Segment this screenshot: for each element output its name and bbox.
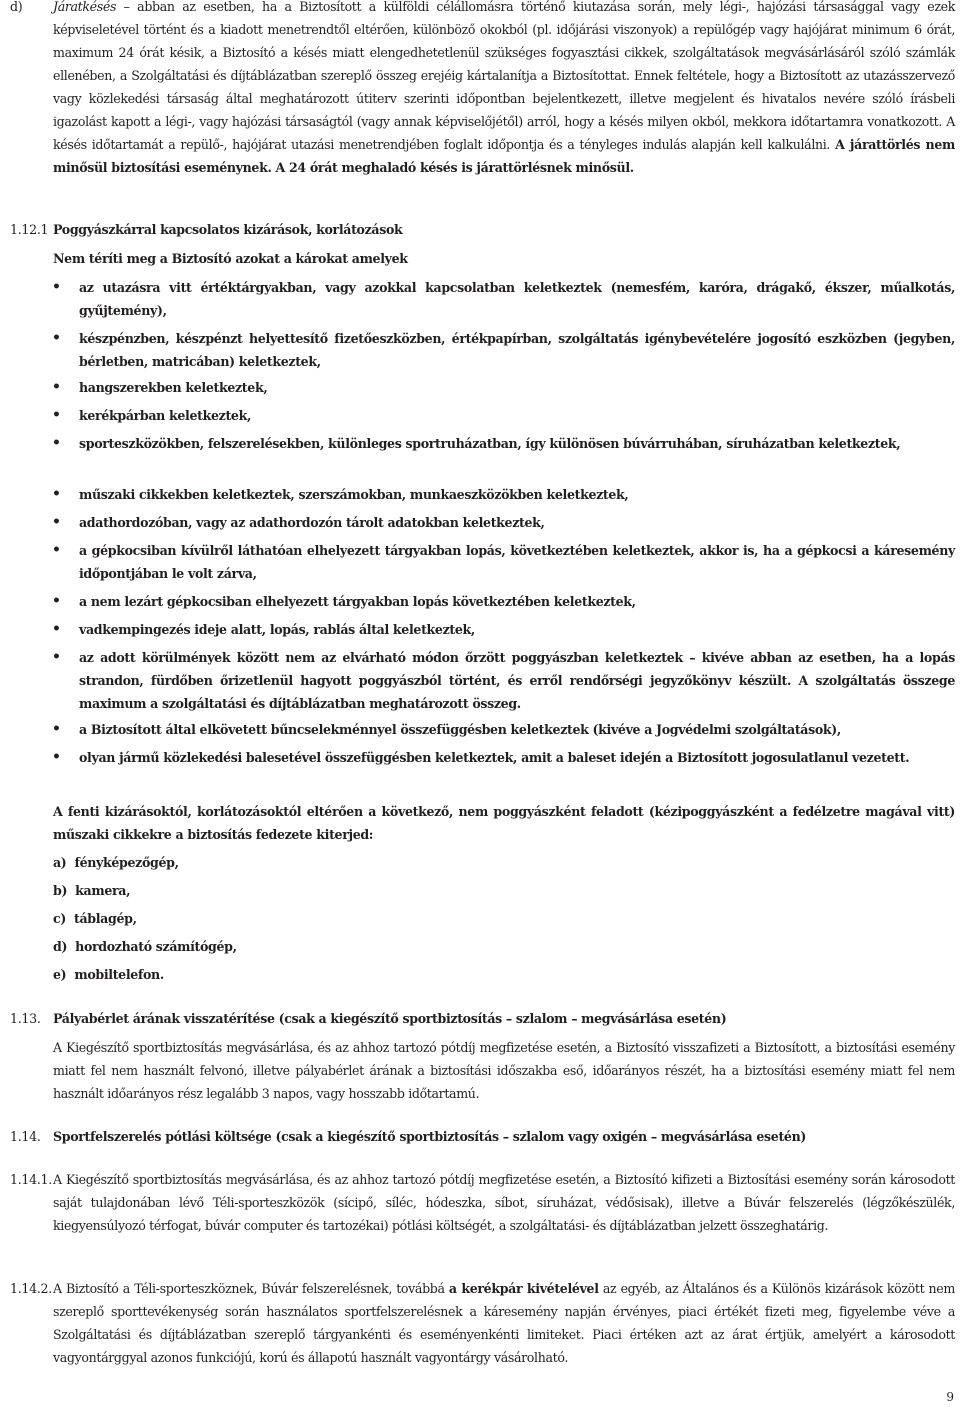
exclusion-item: az adott körülmények között nem az elvárható módon őrzött poggyászban keletkeztek – kivéve abban az esetben, ha a lopás strandon, fürdőben őrizetlenül hagyott poggyászból történt, és erről rendőrségi jegyzőkönyv készült. A szolgáltatás összege maximum a szolgáltatási és díjtáblázatban meghatározott összeg. <box>79 650 955 711</box>
section-text-1-13: A Kiegészítő sportbiztosítás megvásárlása, és az ahhoz tartozó pótdíj megfizetése esetén, a Biztosító visszafizeti a Biztosított, a biztosítási esemény miatt fel nem használt felvonó, illetve pályabérlet árának a biztosítási időszakba eső, időarányos részét, ha a biztosítási esemény miatt fel nem használt időarányos rész legalább 3 napos, vagy hosszabb időtartamú. <box>53 1040 955 1101</box>
covered-item: b) kamera, <box>53 883 131 898</box>
exclusion-item: műszaki cikkekben keletkeztek, szerszámokban, munkaeszközökben keletkeztek, <box>79 487 629 502</box>
exclusion-item: a gépkocsiban kívülről láthatóan elhelyezett tárgyakban lopás, következtében keletkeztek, akkor is, ha a gépkocsi a káresemény időpontjában le volt zárva, <box>79 543 955 581</box>
bullet-icon: • <box>52 593 61 609</box>
exclusions-intro: Nem téríti meg a Biztosító azokat a károkat amelyek <box>53 251 408 266</box>
exceptions-text: A fenti kizárásoktól, korlátozásoktól eltérően a következő, nem poggyászként feladott (kézipoggyászként a fedélzetre magával vitt) műszaki cikkekre a biztosítás fedezete kiterjed: <box>53 804 955 842</box>
bullet-icon: • <box>52 435 61 451</box>
section-text-1-14-2: A Biztosító a Téli-sporteszköznek, Búvár felszerelésnek, továbbá a kerékpár kivételével az egyéb, az Általános és a Különös kizárások között nem szereplő sporttevékenység során használatos sportfelszerelésnek a káresemény napján érvényes, piaci értékét fizeti meg, figyelembe véve a Szolgáltatási és díjtáblázatban szereplő tárgyankénti és eseményenkénti limiteket. Piaci értéken azt az árat értjük, amelyért a károsodott vagyontárggyal azonos funkciójú, korú és állapotú használt vagyontárgy vásárolható. <box>53 1281 955 1365</box>
exclusion-item: sporteszközökben, felszerelésekben, különleges sportruházatban, így különösen búvárruhában, síruházatban keletkeztek, <box>79 436 901 451</box>
section-number-1-14-2: 1.14.2. <box>10 1281 52 1296</box>
exclusion-item: a Biztosított által elkövetett bűncselekménnyel összefüggésben keletkeztek (kivéve a Jogvédelmi szolgáltatások), <box>79 722 841 737</box>
section-number-1-14: 1.14. <box>10 1129 41 1144</box>
page-number: 9 <box>946 1390 954 1404</box>
bicycle-exception-bold: a kerékpár kivételével <box>448 1281 599 1296</box>
item-label-d: d) <box>10 0 23 14</box>
section-number-1-13: 1.13. <box>10 1011 41 1026</box>
paragraph-d-delay <box>53 0 955 179</box>
bullet-icon: • <box>52 514 61 530</box>
bullet-icon: • <box>52 486 61 502</box>
bullet-icon: • <box>52 279 61 295</box>
bullet-icon: • <box>52 749 61 765</box>
bullet-icon: • <box>52 721 61 737</box>
section-text-1-14-1: A Kiegészítő sportbiztosítás megvásárlása, és az ahhoz tartozó pótdíj megfizetése esetén, a Biztosító kifizeti a Biztosítási esemény során károsodott saját tulajdonában lévő Téli-sporteszközök (sícipő, síléc, hódeszka, síbot, síruházat, védősisak), illetve a Búvár felszerelés (légzőkészülék, kiegyensúlyozó térfogat, búvár computer és tartozékai) pótlási költségét, a szolgáltatási- és díjtáblázatban jelzett összeghatárig. <box>53 1172 955 1233</box>
exclusion-item: adathordozóban, vagy az adathordozón tárolt adatokban keletkeztek, <box>79 515 545 530</box>
section-number-1-12-1: 1.12.1 <box>10 222 49 237</box>
section-number-1-14-1: 1.14.1. <box>10 1172 52 1187</box>
exclusion-item: az utazásra vitt értéktárgyakban, vagy azokkal kapcsolatban keletkeztek (nemesfém, karóra, drágakő, ékszer, műalkotás, gyűjtemény), <box>79 280 955 318</box>
bullet-icon: • <box>52 542 61 558</box>
exclusion-item: készpénzben, készpénzt helyettesítő fizetőeszközben, értékpapírban, szolgáltatás igénybevételére jogosító eszközben (jegyben, bérletben, matricában) keletkeztek, <box>79 331 955 369</box>
covered-item: d) hordozható számítógép, <box>53 939 237 954</box>
paragraph-d-bold-tail: A járattörlés nem minősül biztosítási eseménynek. A 24 órát meghaladó késés is járattörlésnek minősül. <box>53 137 955 175</box>
exclusion-item: olyan jármű közlekedési balesetével összefüggésben keletkeztek, amit a baleset idején a Biztosított jogosulatlanul vezetett. <box>79 750 910 765</box>
bullet-icon: • <box>52 407 61 423</box>
covered-item: a) fényképezőgép, <box>53 855 179 870</box>
covered-item: c) táblagép, <box>53 911 137 926</box>
exclusion-item: kerékpárban keletkeztek, <box>79 408 252 423</box>
section-title-1-14: Sportfelszerelés pótlási költsége (csak a kiegészítő sportbiztosítás – szlalom vagy oxigén – megvásárlása esetén) <box>53 1129 807 1144</box>
bullet-icon: • <box>52 621 61 637</box>
term-jaratkeses: Járatkésés <box>53 0 117 14</box>
section-title-1-12-1: Poggyászkárral kapcsolatos kizárások, korlátozások <box>53 222 403 237</box>
exclusion-item: hangszerekben keletkeztek, <box>79 380 268 395</box>
paragraph-d-body: – abban az esetben, ha a Biztosított a külföldi célállomásra történő kiutazása során, mely légi-, hajózási társasággal vagy ezek képviseletével történt és a kiadott menetrendtől eltérően, különböző okokból (pl. időjárási viszonyok) a repülőgép vagy hajójárat minimum 6 órát, maximum 24 órát késik, a Biztosító a késés miatt elengedhetetlenül szükséges fogyasztási cikkek, szolgáltatások megvásárlásáról szóló számlák ellenében, a Szolgáltatási és díjtáblázatban szereplő összeg erejéig kártalanítja a Biztosítottat. Ennek feltétele, hogy a Biztosított az utazásszervező vagy közlekedési társaság által meghatározott útiterv szerinti időpontban bejelentkezett, illetve megjelent és hivatalos nevére szóló írásbeli igazolást kapott a légi-, vagy hajózási társaságtól (vagy annak képviselőjétől) arról, hogy a késés milyen okból, mekkora időtartamra vonatkozott. A késés időtartamát a repülő-, hajójárat utazási menetrendjében foglalt időpontja és a tényleges indulás alapján kell kalkulálni. <box>53 0 955 152</box>
exclusion-item: vadkempingezés ideje alatt, lopás, rablás által keletkeztek, <box>79 622 475 637</box>
covered-item: e) mobiltelefon. <box>53 967 164 982</box>
bullet-icon: • <box>52 649 61 665</box>
section-title-1-13: Pályabérlet árának visszatérítése (csak a kiegészítő sportbiztosítás – szlalom – megvásárlása esetén) <box>53 1011 727 1026</box>
bullet-icon: • <box>52 330 61 346</box>
bullet-icon: • <box>52 379 61 395</box>
exclusion-item: a nem lezárt gépkocsiban elhelyezett tárgyakban lopás következtében keletkeztek, <box>79 594 636 609</box>
